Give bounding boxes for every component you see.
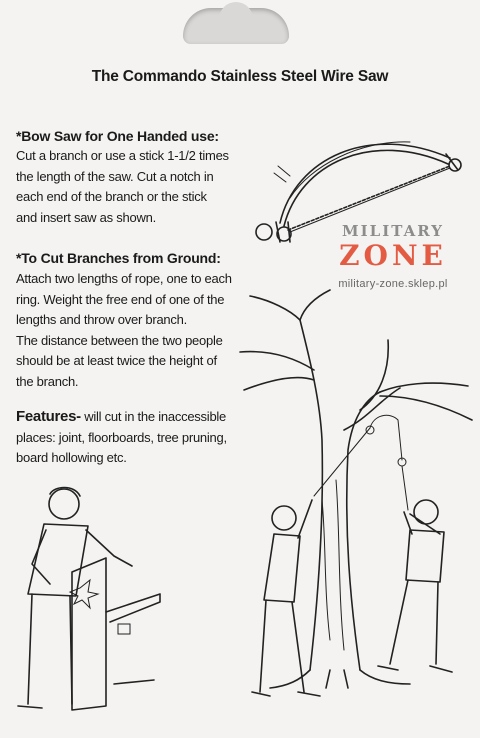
features-first-line: [16, 407, 227, 428]
cut-branches-heading: *To Cut Branches from Ground:: [16, 250, 221, 266]
cut-branches-line: The distance between the two people: [16, 332, 223, 348]
watermark-url: military-zone.sklep.pl: [338, 278, 448, 290]
hang-hole: [183, 8, 289, 44]
cut-branches-line: lengths and throw over branch.: [16, 312, 187, 327]
features-heading: Features-: [16, 408, 81, 425]
features-line: board hollowing etc.: [16, 450, 127, 465]
features-line: will cut in the inaccessible: [80, 409, 227, 424]
cut-branches-line: Attach two lengths of rope, one to each: [16, 271, 232, 286]
cut-branches-line: ring. Weight the free end of one of the: [16, 291, 225, 307]
cut-branches-line: the branch.: [16, 373, 79, 389]
bow-saw-line: each end of the branch or the stick: [16, 189, 207, 204]
cut-branches-text: [16, 269, 232, 392]
watermark-military: MILITARY: [342, 222, 444, 240]
man-with-board-illustration: [14, 484, 174, 714]
cut-branches-line: should be at least twice the height of: [16, 353, 217, 368]
tree-cutting-illustration: [240, 300, 476, 710]
page-title: The Commando Stainless Steel Wire Saw: [91, 68, 389, 85]
features-line: places: joint, floorboards, tree pruning,: [16, 429, 227, 445]
bow-saw-illustration: [250, 118, 470, 248]
bow-saw-line: the length of the saw. Cut a notch in: [16, 168, 214, 184]
bow-saw-line: Cut a branch or use a stick 1-1/2 times: [16, 148, 229, 163]
bow-saw-heading: *Bow Saw for One Handed use:: [16, 128, 219, 144]
watermark-zone: ZONE: [339, 239, 447, 272]
bow-saw-line: and insert saw as shown.: [16, 209, 156, 225]
features-text: [16, 407, 227, 469]
bow-saw-text: [16, 146, 229, 228]
